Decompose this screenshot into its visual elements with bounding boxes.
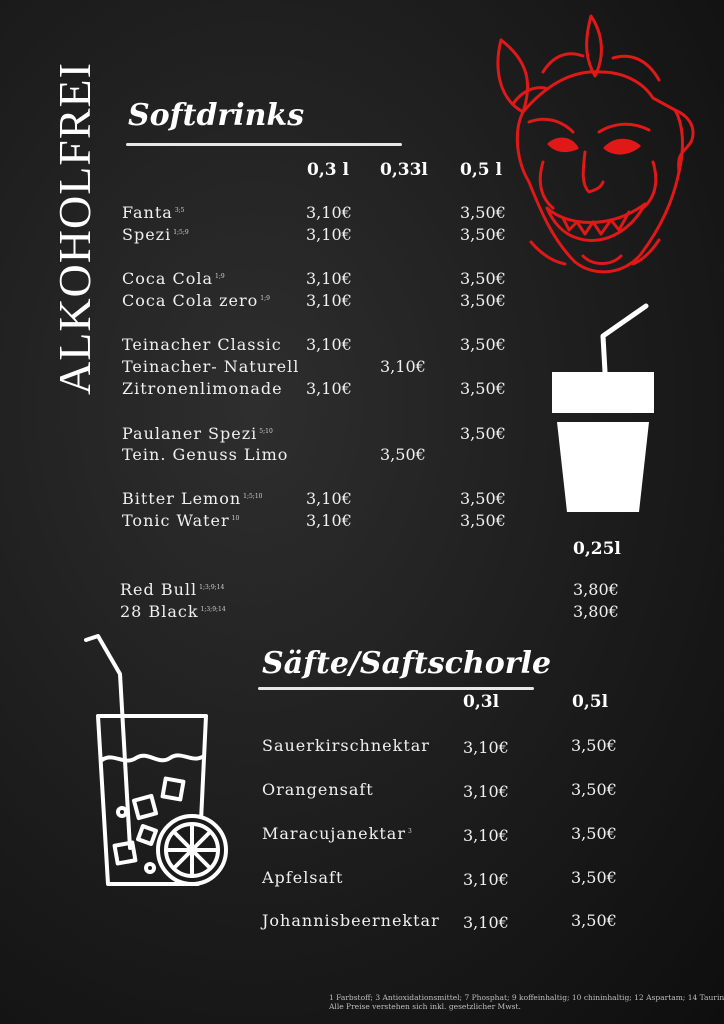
juice-size-header-05: 0,5l [572, 692, 609, 712]
price-03l: 3,10€ [306, 335, 352, 354]
size-header-03: 0,3 l [307, 160, 349, 180]
price-05l: 3,50€ [460, 269, 506, 288]
item-name-text: Tonic Water [122, 511, 230, 530]
item-name-text: Coca Cola [122, 269, 213, 288]
item-name [122, 203, 184, 222]
price-03l: 3,10€ [463, 870, 509, 889]
item-name [122, 424, 273, 443]
price-03l: 3,10€ [306, 225, 352, 244]
item-name [262, 780, 376, 799]
item-name [262, 736, 432, 755]
item-footnote-ref: 1;9 [260, 294, 270, 302]
item-name-text: Bitter Lemon [122, 489, 242, 508]
price-025l: 3,80€ [573, 602, 619, 621]
price-03l: 3,10€ [463, 826, 509, 845]
item-footnote-ref: 3;5 [174, 206, 185, 214]
item-footnote-ref: 5;10 [259, 427, 273, 435]
price-05l: 3,50€ [571, 780, 617, 799]
item-name [122, 379, 285, 398]
price-05l: 3,50€ [460, 511, 506, 530]
item-name-text: Spezi [122, 225, 172, 244]
cup-with-straw-icon [548, 298, 658, 518]
devil-head-icon [483, 12, 699, 284]
price-03l: 3,10€ [306, 511, 352, 530]
item-name-text: Red Bull [120, 580, 198, 599]
item-name [120, 602, 226, 621]
item-name [122, 511, 239, 530]
item-footnote-ref: 1;9 [215, 272, 225, 280]
item-name [122, 269, 225, 288]
footnote-additives: 1 Farbstoff; 3 Antioxidationsmittel; 7 Phosphat; 9 koffeinhaltig; 10 chininhaltig; 12 Aspartam; 14 Taurin [329, 993, 724, 1002]
price-05l: 3,50€ [460, 291, 506, 310]
item-footnote-ref: 1;5;10 [243, 492, 263, 500]
item-name [122, 489, 262, 508]
page-title: ALKOHOLFREI [49, 62, 100, 395]
juices-underline [258, 687, 534, 690]
juices-title: Säfte/Saftschorle [262, 646, 552, 681]
price-05l: 3,50€ [460, 225, 506, 244]
item-name [122, 445, 290, 464]
item-name-text: Paulaner Spezi [122, 424, 258, 443]
item-name [262, 868, 345, 887]
item-name-text: 28 Black [120, 602, 199, 621]
price-033l: 3,10€ [380, 357, 426, 376]
price-05l: 3,50€ [571, 868, 617, 887]
juice-glass-icon [78, 632, 236, 892]
price-03l: 3,10€ [306, 379, 352, 398]
item-name [262, 911, 442, 930]
item-footnote-ref: 3 [407, 827, 412, 835]
item-name [262, 824, 412, 843]
item-name-text: Teinacher- Naturell [122, 357, 300, 376]
item-name-text: Apfelsaft [262, 868, 344, 887]
item-name-text: Johannisbeernektar [262, 911, 440, 930]
item-name-text: Maracujanektar [262, 824, 406, 843]
price-05l: 3,50€ [460, 489, 506, 508]
item-name [122, 225, 189, 244]
item-footnote-ref: 10 [231, 514, 240, 522]
price-05l: 3,50€ [460, 424, 506, 443]
price-03l: 3,10€ [306, 291, 352, 310]
price-03l: 3,10€ [463, 782, 509, 801]
item-name-text: Coca Cola zero [122, 291, 259, 310]
item-name [120, 580, 224, 599]
price-05l: 3,50€ [571, 736, 617, 755]
item-name-text: Zitronenlimonade [122, 379, 283, 398]
price-03l: 3,10€ [463, 913, 509, 932]
softdrinks-underline [126, 143, 402, 146]
price-05l: 3,50€ [460, 203, 506, 222]
item-name [122, 335, 284, 354]
item-name [122, 291, 270, 310]
price-05l: 3,50€ [460, 379, 506, 398]
softdrinks-title: Softdrinks [128, 98, 305, 133]
item-name-text: Teinacher Classic [122, 335, 282, 354]
item-name-text: Orangensaft [262, 780, 374, 799]
price-05l: 3,50€ [571, 824, 617, 843]
price-03l: 3,10€ [306, 203, 352, 222]
juice-size-header-03: 0,3l [463, 692, 500, 712]
price-05l: 3,50€ [571, 911, 617, 930]
price-03l: 3,10€ [306, 269, 352, 288]
price-033l: 3,50€ [380, 445, 426, 464]
price-025l: 3,80€ [573, 580, 619, 599]
item-name-text: Sauerkirschnektar [262, 736, 430, 755]
size-header-033: 0,33l [380, 160, 428, 180]
item-footnote-ref: 1;3;9;14 [199, 583, 225, 591]
size-header-05: 0,5 l [460, 160, 502, 180]
item-footnote-ref: 1;5;9 [173, 228, 189, 236]
price-05l: 3,50€ [460, 335, 506, 354]
price-03l: 3,10€ [306, 489, 352, 508]
item-footnote-ref: 1;3;9;14 [200, 605, 226, 613]
item-name-text: Tein. Genuss Limo [122, 445, 289, 464]
item-name [122, 357, 301, 376]
footnote-vat: Alle Preise verstehen sich inkl. gesetzlicher Mwst. [329, 1002, 521, 1011]
price-03l: 3,10€ [463, 738, 509, 757]
size-header-025: 0,25l [573, 539, 621, 559]
item-name-text: Fanta [122, 203, 173, 222]
